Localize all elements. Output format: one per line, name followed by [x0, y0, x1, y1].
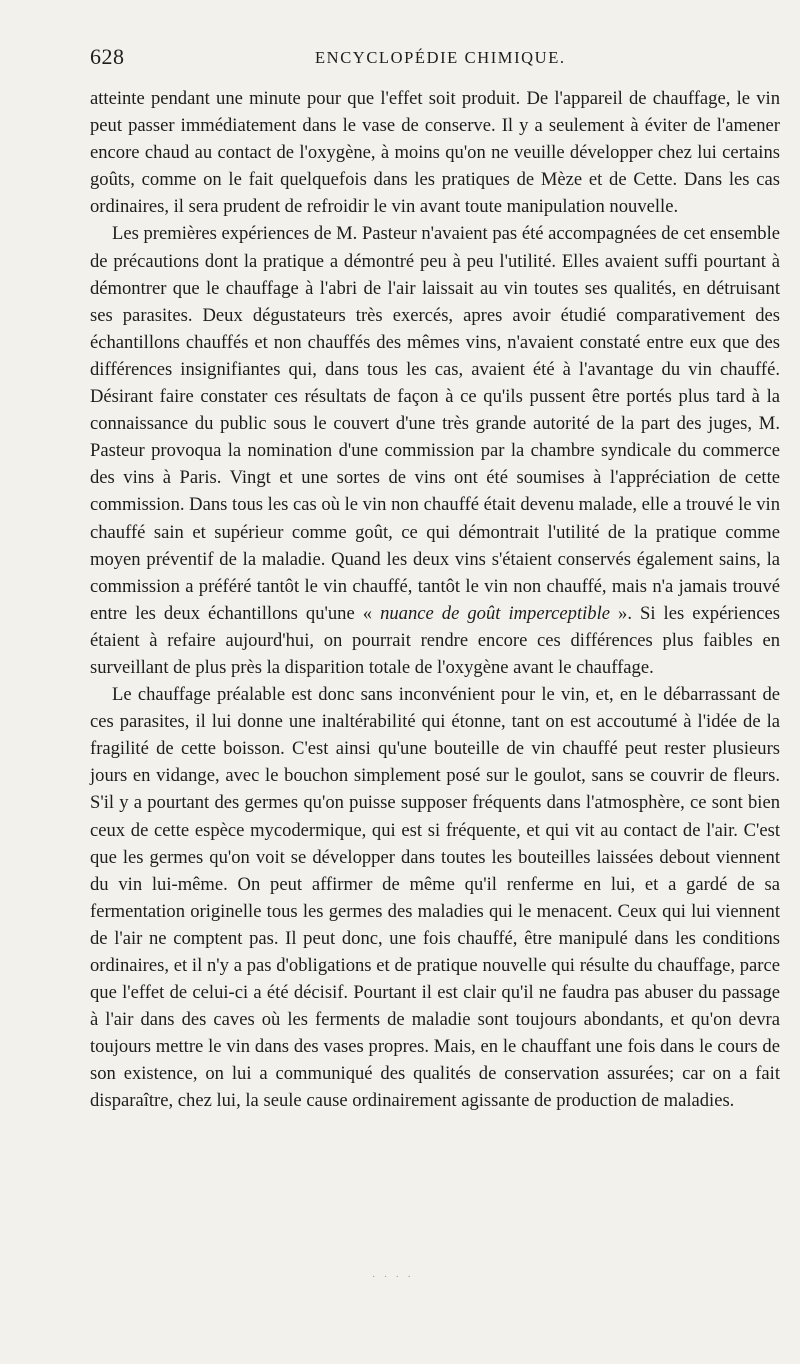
- paragraph-2-text-b: ». Si les expériences étaient à refaire aujourd'hui, on pourrait rendre encore ces différences plus faibles en surveillant de plus près la disparition totale de l'oxygène avant le chauffage.: [90, 602, 780, 678]
- page-number: 628: [90, 44, 125, 69]
- paragraph-3: Le chauffage préalable est donc sans inconvénient pour le vin, et, en le débarrassant de ces parasites, il lui donne une inaltérabilité qui étonne, tant on est accoutumé à l'idée de la fragilité de cette boisson. C'est ainsi qu'une bouteille de vin chauffé peut rester plusieurs jours en vidange, avec le bouchon simplement posé sur le goulot, sans se couvrir de fleurs. S'il y a pourtant des germes qu'on puisse supposer fréquents dans l'atmosphère, ce sont bien ceux de cette espèce mycodermique, qui est si fréquente, et qui vit au contact de l'air. C'est que les germes qu'on voit se développer dans toutes les bouteilles laissées debout viennent du vin lui-même. On peut affirmer de même qu'il renferme en lui, et a gardé de sa fermentation originelle tous les germes des maladies qui le menacent. Ceux qui lui viennent de l'air ne comptent pas. Il peut donc, une fois chauffé, être manipulé dans les conditions ordinaires, et il n'y a pas d'obligations et de pratique nouvelle qui résulte du chauffage, parce que l'effet de celui-ci a été décisif. Pourtant il est clair qu'il ne faudra pas abuser du passage à l'air dans des caves où les ferments de maladie sont toujours abondants, et qu'on devra toujours mettre le vin dans des vases propres. Mais, en le chauffant une fois dans le cours de son existence, on lui a communiqué des qualités de conservation assurées; car on a fait disparaître, chez lui, la seule cause ordinairement agissante de production de maladies.: [90, 684, 780, 1112]
- body-text: [90, 85, 780, 1115]
- paragraph-1: atteinte pendant une minute pour que l'effet soit produit. De l'appareil de chauffage, le vin peut passer immédiatement dans le vase de conserve. Il y a seulement à éviter de l'amener encore chaud au contact de l'oxygène, à moins qu'on ne veuille développer chez lui certains goûts, comme on le fait quelquefois dans les pratiques de Mèze et de Cette. Dans les cas ordinaires, il sera prudent de refroidir le vin avant toute manipulation nouvelle.: [90, 88, 780, 218]
- running-title: ENCYCLOPÉDIE CHIMIQUE.: [315, 48, 566, 67]
- running-head: [90, 44, 780, 74]
- paragraph-2-italic-quote: nuance de goût imperceptible: [380, 602, 611, 624]
- footer-marks: · · · ·: [372, 1272, 414, 1283]
- paragraph-2: [90, 220, 780, 681]
- paragraph-2-text-a: Les premières expériences de M. Pasteur n'avaient pas été accompagnées de cet ensemble de précautions dont la pratique a démontré peu à peu l'utilité. Elles avaient suffi pourtant à démontrer que le chauffage à l'abri de l'air laissait au vin toutes ses qualités, en détruisant ses parasites. Deux dégustateurs très exercés, apres avoir étudié comparativement des échantillons chauffés et non chauffés des mêmes vins, n'avaient constaté entre eux que des différences insignifiantes qui, dans tous les cas, avaient été à l'avantage du vin chauffé. Désirant faire constater ces résultats de façon à ce qu'ils pussent être portés plus tard à la connaissance du public sous le couvert d'une très grande autorité de la part des juges, M. Pasteur provoqua la nomination d'une commission par la chambre syndicale du commerce des vins à Paris. Vingt et une sortes de vins ont été soumises à l'appréciation de cette commission. Dans tous les cas où le vin non chauffé était devenu malade, elle a trouvé le vin chauffé sain et supérieur comme goût, ce qui démontrait l'utilité de la pratique comme moyen préventif de la maladie. Quand les deux vins s'étaient conservés également sains, la commission a préféré tantôt le vin chauffé, tantôt le vin non chauffé, mais n'a jamais trouvé entre les deux échantillons qu'une «: [90, 223, 781, 624]
